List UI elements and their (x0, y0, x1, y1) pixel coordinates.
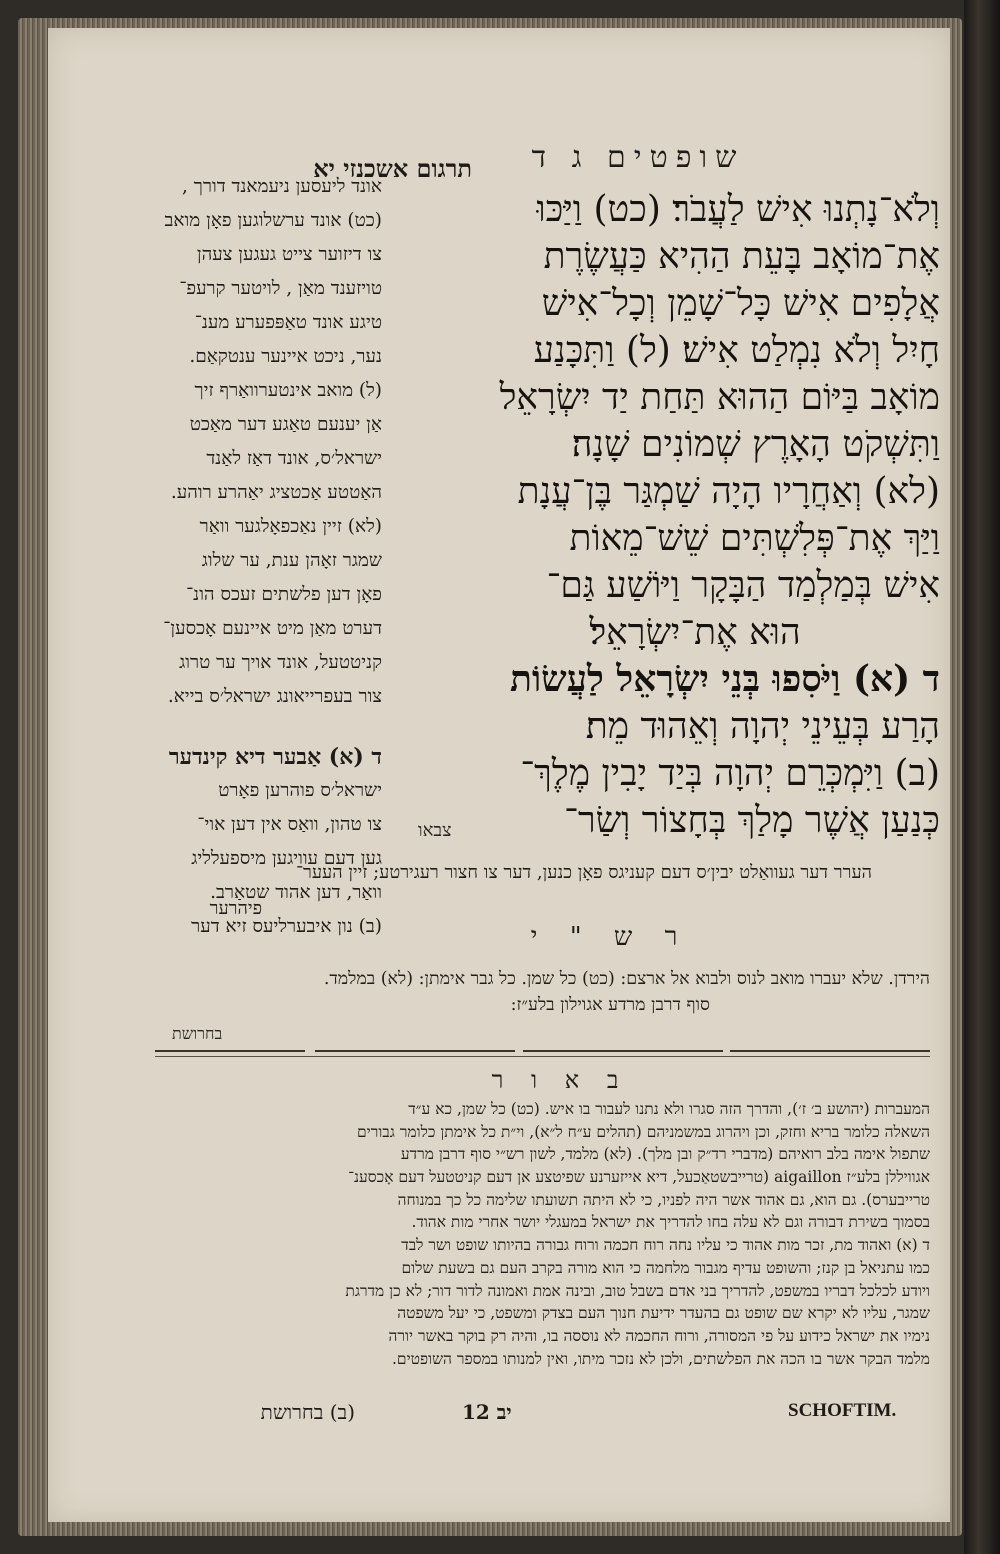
targum-line: טיגע אונד טאַפּפערע מענ־ (194, 312, 382, 333)
main-catchword: צבאו (418, 820, 452, 841)
book-binding-edge (964, 0, 1000, 1554)
targum-line: נער, ניכט איינער ענטקאַם. (189, 346, 382, 367)
targum-line: (כט) אונד ערשלוגען פאָן מואב (164, 210, 382, 231)
main-line: וְלֹא־נָתְנוּ אִישׁ לַעֲבֹר׃ (כט) וַיַּכּוּ (536, 189, 940, 230)
targum-line: וואַר, דען אהוד שטאַרב. (210, 882, 382, 903)
book-name: SCHOFTIM. (788, 1400, 897, 1421)
biur-line: השאלה כלומר בריא וחזק, וכן ויהרוג במשמניהם (תהלים ע״ח ל״א), וי״ת כל אימתן כלומר גבורים (356, 1122, 930, 1141)
targum-line: גען דעם עוויגען מיספעלליג (191, 848, 382, 869)
main-line: אֶת־מוֹאָב בָּעֵת הַהִיא כַּעֲשֶׂרֶת (543, 236, 940, 277)
section-divider (155, 1050, 930, 1064)
footer-catchword: (ב) בחרושת (260, 1400, 355, 1424)
main-line: מוֹאָב בַּיּוֹם הַהוּא תַּחַת יַד יִשְׂרָאֵל (499, 377, 940, 418)
targum-line: צור בעפרייאונג ישראל׳ס בייא. (167, 686, 382, 707)
biur-line: מלמד הבקר אשר בו הכה את הפלשתים, ולכן לא נזכר מיתו, ואין למנותו במספר השופטים. (391, 1349, 930, 1368)
targum-chapter-start: ד (א) אַבער דיא קינדער (168, 744, 382, 770)
targum-line: (לא) זיין נאַכפאָלגער וואַר (199, 516, 382, 537)
rashi-catchword: בחרושת (172, 1024, 223, 1043)
biur-line: נימיו את ישראל כידוע על פי המסורה, ורוח החכמה לא נוססה בו, והיה רק בוקר באשר יורה (388, 1326, 930, 1345)
targum-line: צו דיזוער צייט געגען צעהן (196, 244, 382, 265)
targum-line: אַן יענעם טאַגע דער מאַכט (189, 414, 382, 435)
biur-line: טרייבערס). גם הוא, גם אהוד אשר היה לפניו, כי לא היתה תשועתו שלימה כל כך במנוחה (397, 1190, 930, 1209)
targum-spacer (142, 714, 382, 740)
targum-continuation-line: הערר דער געוואַלט יבין׳ס דעם קעניגס פאָן כנען, דער צו חצור רעגירטע; זיין העער־ (296, 862, 872, 883)
targum-line: שמגר זאָהן ענת, ער שלוג (201, 550, 382, 571)
biur-line: כמו עתניאל בן קנז; והשופט עדיף מגבור מלחמה כי הוא מורה בקרב העם גם בשעת שלום (401, 1258, 930, 1277)
targum-continuation-word: פיהרער (209, 898, 262, 919)
main-line: הוּא אֶת־יִשְׂרָאֵל׃ (589, 612, 801, 653)
running-head-hebrew: שופטים ג ד (531, 140, 745, 175)
main-line-chapter-start: ד (א) וַיֹּסִפוּ בְּנֵי יִשְׂרָאֵל לַעֲשׂוֹת (509, 658, 940, 700)
biur-commentary (150, 1098, 930, 1398)
main-line: כְּנַעַן אֲשֶׁר מָלַךְ בְּחָצוֹר וְשַׂר־ (564, 800, 940, 841)
main-line: חָיִל וְלֹא נִמְלַט אִישׁ׃ (ל) וַתִּכָּנַע (533, 330, 940, 371)
running-head-targum: תרגום אשכנזי יא (313, 154, 472, 183)
biur-line: ד (א) ואהוד מת, זכר מות אהוד כי עליו נחה רוח חכמה ורוח גבורה בהיותו שופט ושר לבד (401, 1236, 930, 1255)
main-line: (ב) וַיִּמְכְּרֵם יְהוָה בְּיַד יָבִין מֶלֶךְ־ (520, 753, 940, 794)
main-hebrew-text (450, 186, 940, 876)
biur-line: ויודע לכלכל דבריו במשפט, להדריך בני אדם בשבל טוב, ובינה אמת ואמונה לדור דור; לא כן מדרגת (345, 1281, 930, 1300)
targum-line: פאָן דען פלשתים זעכס הונ־ (186, 584, 382, 605)
main-line: הָרַע בְּעֵינֵי יְהוָה וְאֵהוּד מֵת׃ (585, 706, 940, 747)
targum-line: צו טהון, וואַס אין דען אוי־ (197, 814, 382, 835)
targum-line: קניטטעל, אונד אויך ער טרוג (179, 652, 382, 673)
biur-line: אגוויללן בלע״ז aigaillon (טרייבשטאַכעל, דיא אייזערנע שפיטצע אן דעם קניטטעל דעם אָכסענ־ (348, 1168, 930, 1187)
main-line: וַיַּךְ אֶת־פְּלִשְׁתִּים שֵׁשׁ־מֵאוֹת (569, 518, 940, 559)
biur-line: בסמוך בשירת דבורה וגם לא עלה בחו להדריך את ישראל במעגלי יושר אחרי מות אהוד. (411, 1213, 930, 1232)
targum-line: דערט מאַן מיט איינעם אָכסען־ (163, 618, 382, 639)
biur-heading: ב א ו ר (491, 1066, 629, 1094)
page-number: 12 יב (462, 1400, 512, 1424)
targum-line: טויזענד מאַן , לויטער קרעפ־ (179, 278, 382, 299)
rashi-line: סוף דרבן מרדע אגוילון בלע״ז: (510, 995, 710, 1015)
biur-line: המעברות (יהושע ב׳ ז׳), והדרך הזה סגרו ולא נתנו לעבור בו איש. (כט) כל שמן, כא ע״ד (408, 1100, 930, 1118)
biur-line: שמגר, עליו לא יקרא שם שופט גם בהעדר ידיעת חנוך העם בצדק ומשפט, כי יעל משפטה (397, 1304, 930, 1323)
main-line: אִישׁ בְּמַלְמַד הַבָּקָר וַיּוֹשַׁע גַּם־ (546, 565, 940, 606)
main-line: אֲלָפִים אִישׁ כָּל־שָׁמֵן וְכָל־אִישׁ (541, 283, 940, 324)
rashi-heading: ר ש " י (530, 922, 690, 952)
targum-line: ישראל׳ס פוהרען פאָרט (218, 780, 382, 801)
main-line: וַתִּשְׁקֹט הָאָרֶץ שְׁמוֹנִים שָׁנָה׃ (571, 424, 940, 465)
targum-line: (ב) נון איבערליעס זיא דער (191, 916, 382, 937)
targum-line: אונד ליעסען ניעמאנד דורך , (182, 176, 382, 197)
rashi-line: הירדן. שלא יעברו מואב לנוס ולבוא אל ארצם: (כט) כל שמן. כל גבר אימתן: (לא) במלמד. (323, 969, 930, 989)
rashi-commentary (150, 966, 930, 1026)
main-line: (לא) וְאַחֲרָיו הָיָה שַׁמְגַּר בֶּן־עֲנָת (517, 471, 940, 512)
biur-line: שתפול אימה בלב רואיהם (מדברי רד״ק ובן מלך). (לא) מלמד, לשון רש״י סוף דרבן מרדע (400, 1145, 930, 1164)
targum-line: (ל) מואב אינטערוואַרף זיך (194, 380, 382, 401)
targum-line: ישראל׳ס, אונד דאַז לאַנד (206, 448, 382, 469)
targum-line: האַטטע אַכטציג יאַהרע רוהע. (170, 482, 382, 503)
